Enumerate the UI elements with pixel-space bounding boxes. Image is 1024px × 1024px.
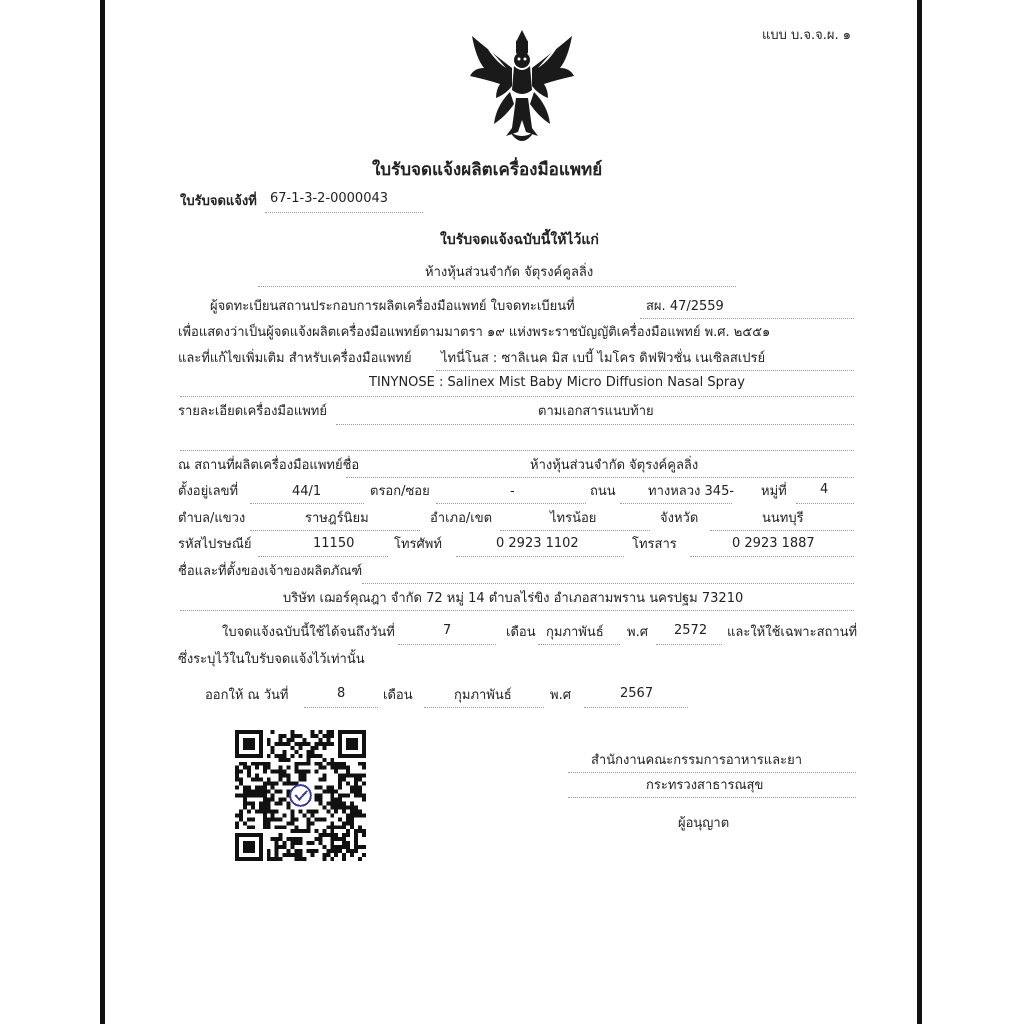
valid-line2: ซึ่งระบุไว้ในใบรับจดแจ้งไว้เท่านั้น [178, 652, 365, 667]
issued-year-label: พ.ศ [550, 688, 571, 703]
phone-value: 0 2923 1102 [496, 536, 579, 551]
address-no-value: 44/1 [292, 484, 322, 499]
zip-label: รหัสไปรษณีย์ [178, 537, 252, 552]
valid-tail: และให้ใช้เฉพาะสถานที่ [727, 625, 858, 640]
owner-value: บริษัท เฌอร์คุณฎา จำกัด 72 หมู่ 14 ตำบลไร่ขิง อำเภอสามพราน นครปฐม 73210 [283, 591, 744, 606]
tambon-value: ราษฎร์นิยม [305, 511, 369, 526]
garuda-emblem [466, 28, 578, 150]
site-line [346, 477, 854, 478]
owner-label: ชื่อและที่ตั้งของเจ้าของผลิตภัณฑ์ [178, 564, 363, 579]
form-code: แบบ บ.จ.จ.ผ. ๑ [762, 28, 852, 43]
valid-year: 2572 [674, 623, 708, 638]
issued-year: 2567 [620, 686, 654, 701]
registration-no: สผ. 47/2559 [646, 299, 724, 314]
amend-text: และที่แก้ไขเพิ่มเติม สำหรับเครื่องมือแพทย์ [178, 351, 412, 366]
soi-line [436, 503, 586, 504]
amphoe-label: อำเภอ/เขต [430, 511, 493, 526]
issued-to-heading: ใบรับจดแจ้งฉบับนี้ให้ไว้แก่ [440, 232, 599, 248]
product-name-thai: ไทนี่โนส : ซาลิเนค มิส เบบี้ ไมโคร ดิฟฟิวชั่น เนเซิลสเปรย์ [441, 351, 766, 366]
company-line [258, 286, 736, 287]
valid-until-label: ใบจดแจ้งฉบับนี้ใช้ได้จนถึงวันที่ [222, 625, 395, 640]
fax-value: 0 2923 1887 [732, 536, 815, 551]
device-detail-line [336, 424, 854, 425]
office-name: สำนักงานคณะกรรมการอาหารและยา [591, 753, 803, 768]
valid-month: กุมภาพันธ์ [546, 625, 604, 640]
site-label: ณ สถานที่ผลิตเครื่องมือแพทย์ชื่อ [178, 458, 360, 473]
owner-value-line [180, 610, 854, 611]
right-border-bar [917, 0, 922, 1024]
blank-line [180, 450, 854, 451]
amphoe-value: ไทรน้อย [550, 511, 597, 526]
issued-label: ออกให้ ณ วันที่ [205, 688, 289, 703]
soi-value: - [510, 484, 515, 499]
device-detail-label: รายละเอียดเครื่องมือแพทย์ [178, 404, 327, 419]
road-line [620, 503, 732, 504]
amphoe-line [500, 530, 650, 531]
office-line [568, 772, 856, 773]
valid-day: 7 [443, 623, 452, 638]
moo-value: 4 [820, 482, 829, 497]
valid-year-line [656, 644, 722, 645]
fax-label: โทรสาร [632, 537, 677, 552]
product-name-english: TINYNOSE : Salinex Mist Baby Micro Diffusion Nasal Spray [369, 375, 745, 390]
phone-label: โทรศัพท์ [394, 537, 442, 552]
qr-code [235, 730, 366, 861]
law-text: เพื่อแสดงว่าเป็นผู้จดแจ้งผลิตเครื่องมือแพทย์ตามมาตรา ๑๙ แห่งพระราชบัญญัติเครื่องมือแพทย์ พ.ศ. ๒๕๕๑ [178, 325, 771, 340]
document-title: ใบรับจดแจ้งผลิตเครื่องมือแพทย์ [372, 160, 603, 180]
ministry-line [568, 797, 856, 798]
qr-logo-icon [290, 785, 311, 806]
valid-day-line [398, 644, 496, 645]
registration-text: ผู้จดทะเบียนสถานประกอบการผลิตเครื่องมือแพทย์ ใบจดทะเบียนที่ [210, 299, 575, 314]
registration-line [640, 318, 854, 319]
soi-label: ตรอก/ซอย [370, 484, 430, 499]
valid-year-label: พ.ศ [627, 625, 648, 640]
province-line [710, 530, 854, 531]
valid-month-label: เดือน [506, 625, 536, 640]
device-detail-value: ตามเอกสารแนบท้าย [538, 404, 654, 419]
issued-month-label: เดือน [383, 688, 413, 703]
zip-line [258, 556, 388, 557]
issued-day: 8 [337, 686, 346, 701]
issued-day-line [304, 707, 378, 708]
issued-year-line [584, 707, 688, 708]
road-value: ทางหลวง 345- [648, 484, 735, 499]
product-thai-line [436, 370, 854, 371]
cert-no-line [265, 212, 423, 213]
left-border-bar [100, 0, 105, 1024]
moo-line [796, 503, 854, 504]
company-name: ห้างหุ้นส่วนจำกัด จัตุรงค์คูลลิ่ง [425, 265, 594, 280]
address-no-line [250, 503, 364, 504]
site-name: ห้างหุ้นส่วนจำกัด จัตุรงค์คูลลิ่ง [530, 458, 699, 473]
tambon-line [250, 530, 420, 531]
zip-value: 11150 [313, 536, 355, 551]
valid-month-line [538, 644, 620, 645]
province-value: นนทบุรี [762, 511, 804, 526]
fax-line [690, 556, 854, 557]
product-english-line [180, 396, 854, 397]
cert-no-label: ใบรับจดแจ้งที่ [180, 194, 257, 209]
address-no-label: ตั้งอยู่เลขที่ [178, 484, 239, 499]
cert-no-value: 67-1-3-2-0000043 [270, 191, 389, 206]
issued-month: กุมภาพันธ์ [454, 688, 512, 703]
ministry-name: กระทรวงสาธารณสุข [646, 778, 764, 793]
province-label: จังหวัด [660, 511, 699, 526]
owner-label-line [362, 583, 854, 584]
tambon-label: ตำบล/แขวง [178, 511, 246, 526]
phone-line [456, 556, 624, 557]
moo-label: หมู่ที่ [761, 484, 787, 499]
road-label: ถนน [590, 484, 616, 499]
licensor-label: ผู้อนุญาต [678, 816, 730, 831]
issued-month-line [424, 707, 544, 708]
